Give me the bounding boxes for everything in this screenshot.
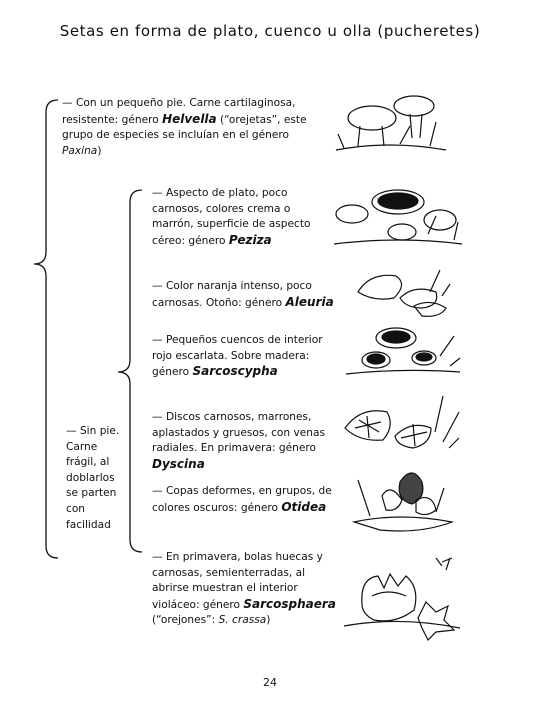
page-number: 24 xyxy=(263,676,277,689)
genus-name: Sarcosphaera xyxy=(243,596,336,611)
genus-name: Dyscina xyxy=(152,456,205,471)
entry-text: — Color naranja intenso, poco carnosas. Otoño: género xyxy=(152,280,312,309)
genus-name: Otidea xyxy=(281,499,327,514)
entry-text: ) xyxy=(266,614,271,627)
entry-text: — Discos carnosos, marrones, aplastados y gruesos, con venas radiales. En primavera: género xyxy=(152,411,326,455)
page-title: Setas en forma de plato, cuenco u olla (pucheretes) xyxy=(59,22,481,40)
genus-name: Helvella xyxy=(162,111,217,126)
entry-sarcosphaera xyxy=(152,550,338,629)
dyscina-illustration xyxy=(335,392,465,462)
peziza-illustration xyxy=(330,174,465,254)
entry-text: — Con un pequeño pie. Carne cartilaginosa, resistente: género xyxy=(62,97,296,126)
sarcosphaera-illustration xyxy=(340,548,465,643)
genus-name: Sarcoscypha xyxy=(192,364,278,379)
outer-brace xyxy=(34,100,58,558)
otidea-illustration xyxy=(340,460,465,540)
entry-aleuria xyxy=(152,279,342,311)
genus-name: Aleuria xyxy=(285,294,334,309)
entry-text: — Pequeños cuencos de interior rojo escarlata. Sobre madera: género xyxy=(152,334,323,379)
entry-sarcoscypha xyxy=(152,333,338,381)
entry-text: — En primavera, bolas huecas y carnosas, semienterradas, al abrirse muestran el interior violáceo: género xyxy=(152,551,323,611)
entry-text: — Aspecto de plato, poco carnosos, colores crema o marrón, superficie de aspecto céreo: género xyxy=(152,187,311,247)
sarcoscypha-illustration xyxy=(340,316,465,386)
aleuria-illustration xyxy=(350,262,455,320)
helvella-illustration xyxy=(330,80,450,160)
genus-name: S. crassa xyxy=(218,614,267,627)
entry-dyscina xyxy=(152,410,330,473)
entry-text: — Copas deformes, en grupos, de colores oscuros: género xyxy=(152,485,332,514)
entry-helvella xyxy=(62,96,324,159)
entry-sin-pie: — Sin pie. Carne frágil, al doblarlos se parten con facilidad xyxy=(66,425,120,531)
entry-text: (“orejones”: xyxy=(152,614,219,627)
entry-otidea xyxy=(152,484,338,516)
entry-text: ) xyxy=(97,144,102,157)
genus-name: Peziza xyxy=(228,232,272,247)
entry-peziza xyxy=(152,186,322,249)
genus-name: Paxina xyxy=(62,144,98,157)
entry-text: (“orejetas”, este grupo de especies se incluían en el género xyxy=(62,113,307,142)
